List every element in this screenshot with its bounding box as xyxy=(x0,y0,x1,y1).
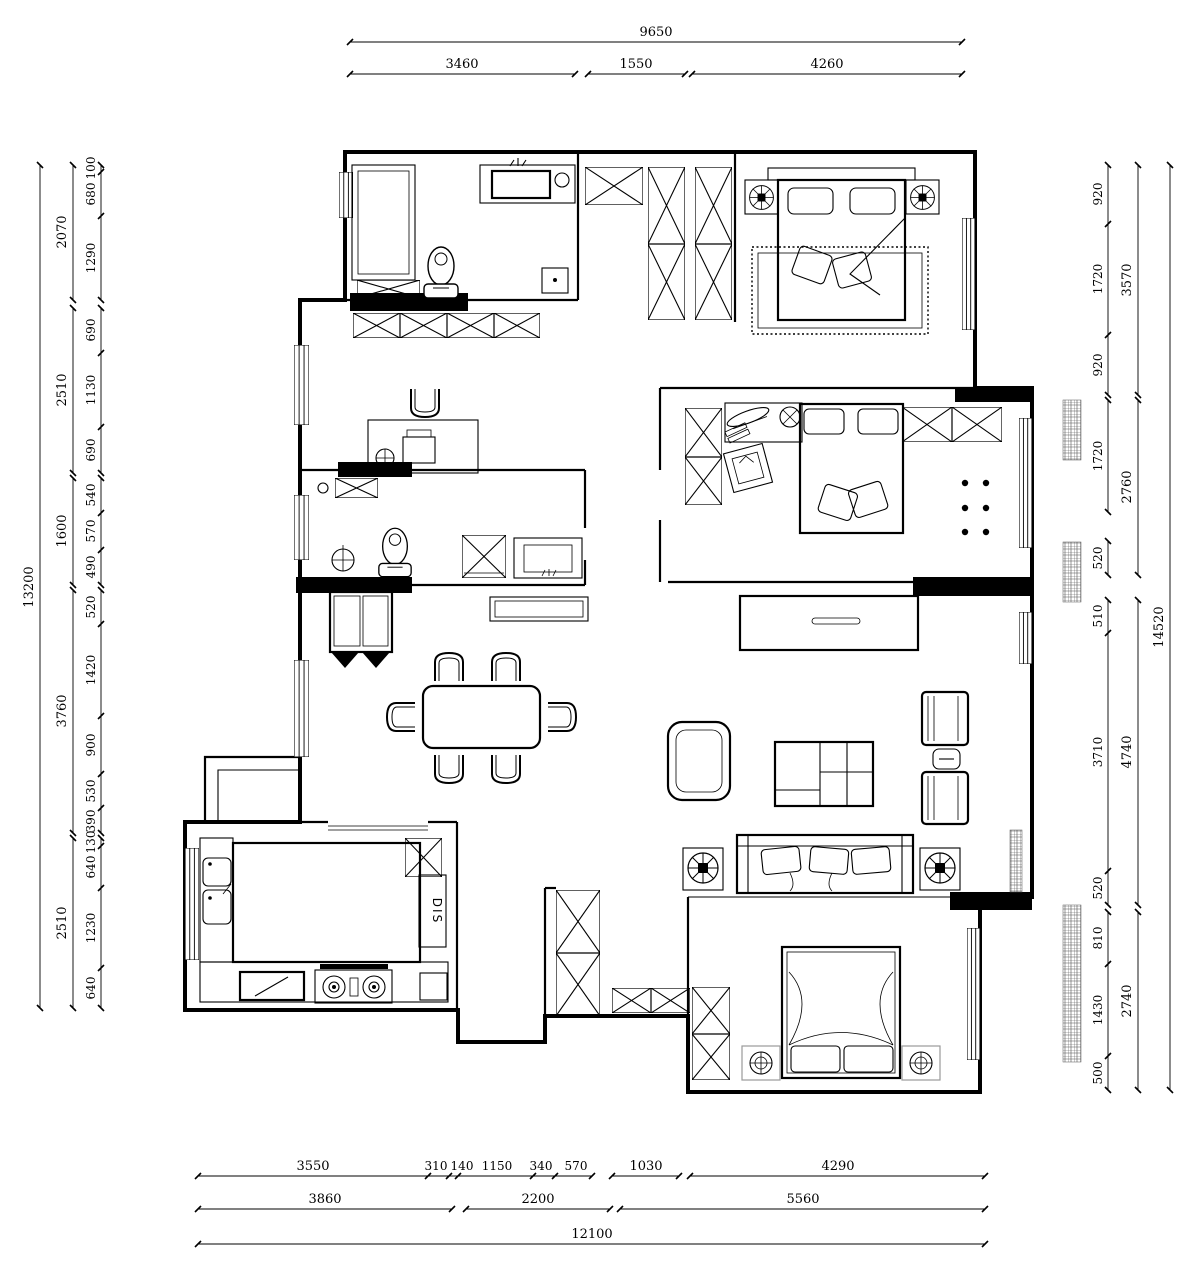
drain-dot xyxy=(553,278,557,282)
dining-table xyxy=(423,686,540,748)
tv-cabinet xyxy=(740,596,918,650)
dimensions-right xyxy=(1091,165,1170,1090)
dim-bottom-total: 12100 xyxy=(571,1227,613,1242)
dim-rb-3570: 3570 xyxy=(1120,263,1135,297)
armchair-lines xyxy=(928,776,958,820)
dim-ri-920a: 920 xyxy=(1091,182,1105,206)
dim-li-640a: 640 xyxy=(84,855,98,879)
pillow xyxy=(791,1046,840,1072)
clock-cross xyxy=(783,410,797,424)
dim-ri-920b: 920 xyxy=(1091,353,1105,377)
dim-li-640b: 640 xyxy=(84,976,98,1000)
dim-b2-2200: 2200 xyxy=(521,1192,555,1207)
burner-dot xyxy=(332,985,336,989)
dim-b1-340: 340 xyxy=(529,1159,553,1173)
dim-b1-1030: 1030 xyxy=(629,1159,663,1174)
fridge xyxy=(330,592,392,668)
window-kitchen xyxy=(185,848,199,960)
dim-b1-570: 570 xyxy=(564,1159,588,1173)
cabinet-x xyxy=(494,313,540,338)
dim-top-total: 9650 xyxy=(639,25,673,40)
vanity-basin xyxy=(524,545,572,572)
fridge-door-left xyxy=(334,596,360,646)
cabinet-x xyxy=(612,988,651,1013)
closet-inner xyxy=(358,171,409,274)
cabinet-x xyxy=(651,988,690,1013)
dim-li-1130: 1130 xyxy=(84,374,98,406)
armchair xyxy=(922,692,968,745)
cabinet-x xyxy=(585,167,643,205)
sink-bowl xyxy=(203,890,231,924)
dim-li-690b: 690 xyxy=(84,438,98,462)
fan-icon xyxy=(911,186,935,210)
washer-x xyxy=(462,535,506,578)
dim-ri-500: 500 xyxy=(1091,1061,1105,1085)
kitchen-box xyxy=(420,973,447,1000)
keyboard xyxy=(407,430,431,437)
dining-chair xyxy=(492,653,520,681)
pillow xyxy=(788,188,833,214)
window-bedroom2 xyxy=(1019,418,1032,548)
fridge-swing-left xyxy=(331,652,359,668)
dining-area xyxy=(387,653,576,783)
shaft-x xyxy=(556,890,600,953)
wardrobe-x xyxy=(648,244,685,320)
bearing-wall xyxy=(955,388,1032,402)
ledge-outer xyxy=(205,757,300,822)
throw-pillow xyxy=(832,251,873,289)
bed-3 xyxy=(782,947,900,1078)
coffee-table xyxy=(775,742,873,806)
sofa-pillow xyxy=(761,846,801,875)
armchair xyxy=(922,772,968,824)
armchair-lines xyxy=(928,696,958,741)
drain-icon xyxy=(555,173,569,187)
dim-li-490: 490 xyxy=(84,555,98,579)
closet xyxy=(352,165,415,280)
sofa-pillow xyxy=(809,846,849,874)
burner-dot xyxy=(372,985,376,989)
dimensions-top xyxy=(350,25,962,74)
kitchen xyxy=(200,838,448,1003)
dim-lb-1600: 1600 xyxy=(55,514,70,548)
sideboard-inner xyxy=(495,601,583,617)
wardrobe-x xyxy=(695,167,732,244)
cabinet-x xyxy=(353,313,400,338)
wardrobe-x xyxy=(952,407,1002,442)
fan-icon xyxy=(925,853,955,883)
dim-li-680: 680 xyxy=(84,182,98,206)
throw-pillow xyxy=(791,245,833,285)
rug-inner xyxy=(758,253,922,328)
desk2 xyxy=(725,403,802,442)
drain-icon xyxy=(318,483,328,493)
dim-lb-2510b: 2510 xyxy=(55,906,70,940)
floor-dots xyxy=(962,480,989,535)
dining-chair xyxy=(387,703,415,731)
dining-chair xyxy=(492,755,520,783)
dim-top-3460: 3460 xyxy=(445,57,479,72)
wardrobe-x xyxy=(685,457,722,505)
dim-li-390: 390 xyxy=(84,809,98,833)
headboard xyxy=(768,168,915,180)
stove xyxy=(315,970,392,1003)
dim-li-570: 570 xyxy=(84,519,98,543)
desk-chair xyxy=(411,389,439,417)
dim-lb-3760: 3760 xyxy=(55,694,70,728)
fan-icon xyxy=(688,853,718,883)
dim-li-1420: 1420 xyxy=(84,654,98,686)
dim-top-4260: 4260 xyxy=(810,57,844,72)
dim-li-540: 540 xyxy=(84,483,98,507)
sink-basin xyxy=(492,171,550,198)
living-room xyxy=(668,692,968,893)
dim-rb-2740: 2740 xyxy=(1120,984,1135,1018)
dim-b1-3550: 3550 xyxy=(296,1159,330,1174)
window xyxy=(294,345,309,425)
sink-dot xyxy=(208,862,212,866)
dining-chair xyxy=(435,653,463,681)
dim-b1-4290: 4290 xyxy=(821,1159,855,1174)
dim-ri-1430: 1430 xyxy=(1091,994,1105,1026)
window xyxy=(339,172,353,218)
sideboard xyxy=(490,597,588,621)
dim-ri-3710: 3710 xyxy=(1091,736,1105,768)
fan-icon xyxy=(750,186,774,210)
dining-chair xyxy=(548,703,576,731)
vanity-faucet xyxy=(542,569,556,576)
ledge-inner xyxy=(218,770,300,822)
wardrobe-x xyxy=(692,1034,730,1080)
pillow xyxy=(804,409,844,434)
cabinet-x xyxy=(400,313,447,338)
dim-ri-1720b: 1720 xyxy=(1091,440,1105,472)
bathroom-1 xyxy=(424,158,575,298)
windows xyxy=(185,172,1081,1062)
stove-back xyxy=(320,964,388,969)
cabinet-x xyxy=(335,478,378,498)
dim-li-900: 900 xyxy=(84,733,98,757)
radiator-hatch xyxy=(1063,905,1081,1062)
dim-rb-2760: 2760 xyxy=(1120,470,1135,504)
wardrobe-x xyxy=(648,167,685,244)
wardrobe-x xyxy=(692,987,730,1034)
throw-pillow xyxy=(848,480,889,518)
dim-ri-520b: 520 xyxy=(1091,876,1105,900)
fridge-swing-right xyxy=(362,652,390,668)
dim-b2-3860: 3860 xyxy=(308,1192,342,1207)
wardrobe-x xyxy=(902,407,952,442)
window-living xyxy=(1019,612,1032,664)
dim-b1-140: 140 xyxy=(450,1159,474,1173)
bed-3-inner xyxy=(787,952,895,1073)
sideboard-outer xyxy=(490,597,588,621)
dim-top-1550: 1550 xyxy=(619,57,653,72)
radiator-hatch xyxy=(1063,400,1081,460)
dim-ri-510: 510 xyxy=(1091,604,1105,628)
dim-right-total: 14520 xyxy=(1152,606,1167,648)
dimensions-left xyxy=(22,157,101,1008)
window xyxy=(294,495,309,560)
pillow xyxy=(850,188,895,214)
window-master xyxy=(962,218,975,330)
bearing-wall xyxy=(913,577,1032,596)
dim-li-1230: 1230 xyxy=(84,912,98,944)
dim-b1-1150: 1150 xyxy=(481,1159,513,1173)
sofa-pillow xyxy=(851,846,891,874)
fridge-body xyxy=(330,592,392,652)
dim-b2-5560: 5560 xyxy=(786,1192,820,1207)
accent-chair xyxy=(668,722,730,800)
dining-chair xyxy=(435,755,463,783)
window xyxy=(294,660,309,757)
bathroom-2 xyxy=(332,528,582,578)
bearing-wall xyxy=(950,892,1032,910)
dishwasher-label: DIS xyxy=(430,897,444,925)
sofa-sketch xyxy=(790,873,832,891)
dimensions-bottom xyxy=(198,1159,985,1244)
wardrobe-x xyxy=(685,408,722,457)
dim-li-690a: 690 xyxy=(84,318,98,342)
dim-li-130: 130 xyxy=(84,830,98,854)
dim-li-1290: 1290 xyxy=(84,242,98,274)
dim-li-520: 520 xyxy=(84,595,98,619)
desk-lamp xyxy=(725,404,770,430)
wardrobe-x xyxy=(695,244,732,320)
toilet-icon xyxy=(379,528,411,576)
cabinet-x xyxy=(447,313,494,338)
pillow xyxy=(844,1046,893,1072)
bedroom-3 xyxy=(742,947,940,1080)
tv-handle xyxy=(812,618,860,624)
toilet-icon xyxy=(424,247,458,298)
dim-b1-310: 310 xyxy=(424,1159,448,1173)
dim-li-530: 530 xyxy=(84,779,98,803)
dim-lb-2510a: 2510 xyxy=(55,373,70,407)
study xyxy=(368,389,478,473)
sink-bowl xyxy=(203,858,231,886)
dim-left-total: 13200 xyxy=(22,566,37,608)
shaft-x xyxy=(556,953,600,1016)
blanket-sketch xyxy=(789,972,893,1045)
dim-ri-520a: 520 xyxy=(1091,546,1105,570)
accent-chair-inner xyxy=(676,730,722,792)
pillow xyxy=(858,409,898,434)
dim-rb-4740: 4740 xyxy=(1120,735,1135,769)
radiator-hatch xyxy=(1063,542,1081,602)
sofa xyxy=(737,835,913,893)
radiator-hatch xyxy=(1010,830,1022,892)
computer xyxy=(403,437,435,463)
fridge-door-right xyxy=(363,596,388,646)
bed-2 xyxy=(800,404,903,533)
kitchen-island xyxy=(233,843,420,962)
stove-knob xyxy=(350,978,358,996)
dim-ri-1720a: 1720 xyxy=(1091,263,1105,295)
dim-ri-810: 810 xyxy=(1091,926,1105,950)
bearing-wall xyxy=(338,462,412,477)
dim-lb-2070: 2070 xyxy=(55,215,70,249)
bed-master xyxy=(778,180,905,320)
dim-li-100: 100 xyxy=(84,156,98,180)
counter-left xyxy=(200,838,233,962)
bearing-wall xyxy=(296,577,412,593)
window-bedroom3 xyxy=(967,928,980,1060)
sink-dot xyxy=(208,896,212,900)
master-bedroom xyxy=(745,168,939,334)
picture-frame xyxy=(724,444,773,493)
